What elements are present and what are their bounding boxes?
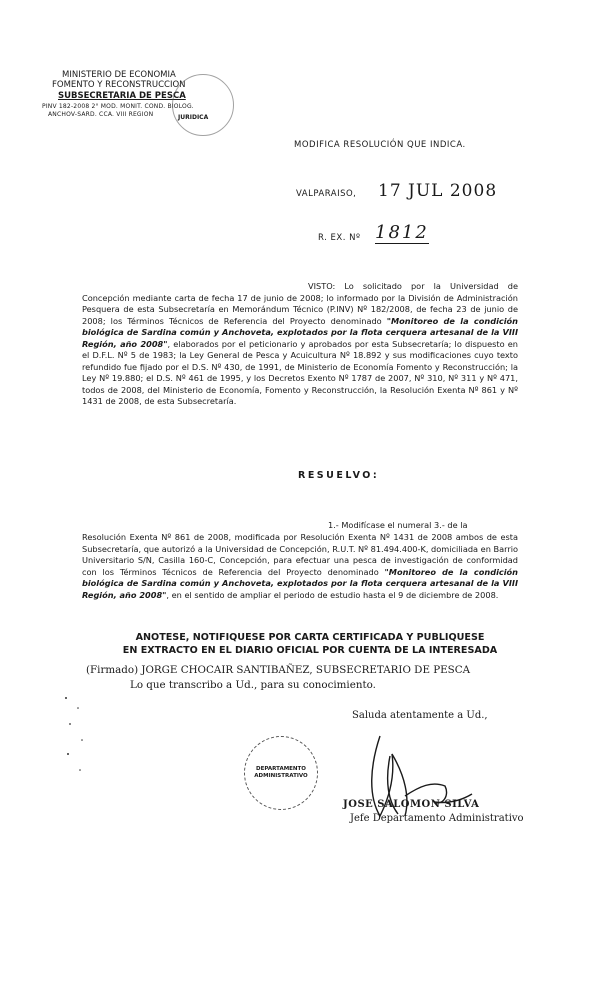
resuelvo-point-1: 1.- Modifícase el numeral 3.- de la	[328, 520, 468, 530]
resuelvo-paragraph	[82, 532, 518, 601]
document-title: MODIFICA RESOLUCIÓN QUE INDICA.	[294, 140, 466, 150]
visto-text-1: Lo solicitado por la Universidad de Concepción mediante carta de fecha 17 de junio de 2008; lo informado por la División de Administración Pesquera de esta Subsecretaría en Memorándum Técnico (P.INV) Nº 182/2008, de fecha 23 de junio de 2008; los Términos Técnicos de Referencia del Proyecto denominado	[82, 281, 518, 326]
anotese-line-1: ANOTESE, NOTIFIQUESE POR CARTA CERTIFICADA Y PUBLIQUESE	[135, 632, 485, 643]
visto-project-name: "Monitoreo de la condición biológica de Sardina común y Anchoveta, explotados por la flota cerquera artesanal de la VIII Región, año 2008"	[82, 315, 519, 349]
rex-label: R. EX. Nº	[318, 233, 361, 243]
handwritten-signature	[350, 726, 480, 826]
saluda-line: Saluda atentamente a Ud.,	[352, 710, 488, 721]
resuelvo-text-2: , en el sentido de ampliar el periodo de estudio hasta el 9 de diciembre de 2008.	[166, 589, 499, 600]
resuelvo-heading: RESUELVO:	[298, 470, 380, 481]
visto-label: VISTO:	[308, 281, 336, 291]
resuelvo-text-1: Resolución Exenta Nº 861 de 2008, modificada por Resolución Exenta Nº 1431 de 2008 ambos de esta Subsecretaría, que autorizó a la Universidad de Concepción, R.U.T. Nº 81.494.400-K, domiciliada en Barrio Universitario S/N, Casilla 160-C, Concepción, para efectuar una pesca de investigación de conformidad con los Términos Técnicos de Referencia del Proyecto denominado	[82, 532, 518, 577]
anotese-line-2: EN EXTRACTO EN EL DIARIO OFICIAL POR CUENTA DE LA INTERESADA	[122, 645, 498, 656]
reference-code-line1: PINV 182-2008 2° MOD. MONIT. COND. BIOLOG.	[42, 103, 194, 110]
firmado-line: (Firmado) JORGE CHOCAIR SANTIBAÑEZ, SUBSECRETARIO DE PESCA	[86, 664, 471, 676]
transcribo-line: Lo que transcribo a Ud., para su conocimiento.	[130, 679, 376, 691]
resuelvo-project-name: "Monitoreo de la condición biológica de Sardina común y Anchoveta, explotados por la flota cerquera artesanal de la VIII Región, año 2008"	[82, 566, 518, 600]
scan-noise	[60, 690, 100, 780]
ministry-name: MINISTERIO DE ECONOMIA	[62, 70, 176, 80]
resolution-number: 1812	[375, 222, 429, 243]
department-stamp-top	[172, 74, 234, 136]
visto-paragraph	[82, 281, 518, 408]
stamp-department-label: DEPARTAMENTO ADMINISTRATIVO	[254, 766, 308, 779]
place-label: VALPARAISO,	[296, 189, 357, 199]
visto-text-2: , elaborados por el peticionario y aprobados por esta Subsecretaría; lo dispuesto en el D.F.L. Nº 5 de 1983; la Ley General de Pesca y Acuicultura Nº 18.892 y sus modificaciones cuyo texto refundido fue fijado por el D.S. Nº 430, de 1991, de Ministerio de Economía Fomento y Reconstrucción; la Ley Nº 19.880; el D.S. Nº 461 de 1995, y los Decretos Exento Nº 1787 de 2007, Nº 310, Nº 311 y Nº 471, todos de 2008, del Ministerio de Economía, Fomento y Reconstrucción, la Resolución Exenta Nº 861 y Nº 1431 de 2008, de esta Subsecretaría.	[82, 338, 518, 406]
signer-name: JOSE SALOMON SILVA	[343, 799, 480, 810]
stamp-juridica-label: JURIDICA	[178, 114, 209, 121]
subsecretaria-name: SUBSECRETARIA DE PESCA	[58, 91, 186, 101]
date-stamp: 17 JUL 2008	[378, 181, 498, 201]
signer-title: Jefe Departamento Administrativo	[350, 813, 524, 824]
reference-code-line2: ANCHOV-SARD. CCA. VIII REGION	[48, 111, 154, 118]
ministry-name-line2: FOMENTO Y RECONSTRUCCION	[52, 80, 186, 90]
